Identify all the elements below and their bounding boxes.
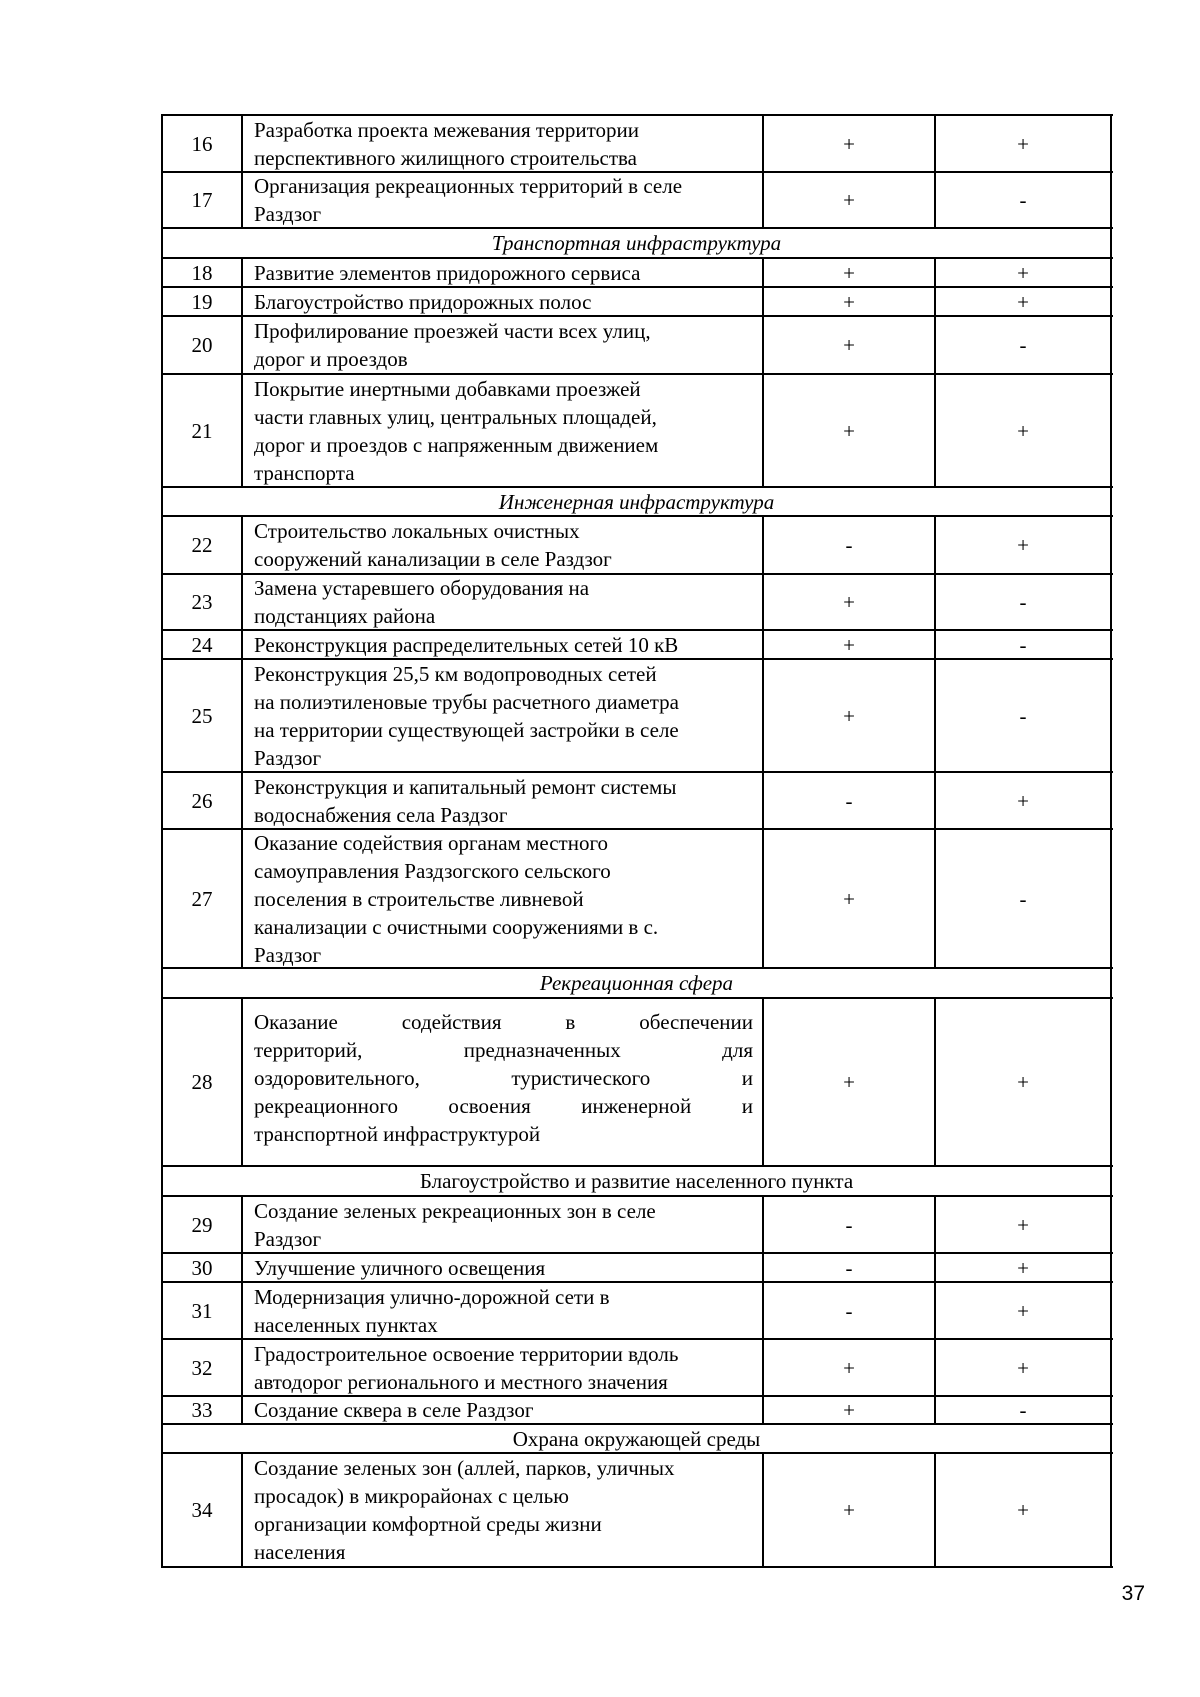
mark-column-1: + — [843, 419, 855, 443]
section-heading: Инженерная инфраструктура — [498, 490, 775, 514]
measure-description-line: Оказание содействия в обеспечении — [254, 1010, 753, 1034]
section-heading: Рекреационная сфера — [539, 971, 734, 995]
row-number: 25 — [191, 704, 213, 728]
row-number: 26 — [191, 789, 213, 813]
table-rule-vertical — [241, 1195, 243, 1254]
row-number: 28 — [191, 1070, 213, 1094]
mark-column-1: + — [843, 290, 855, 314]
section-heading: Охрана окружающей среды — [512, 1427, 761, 1451]
row-number: 32 — [191, 1356, 213, 1380]
row-number: 22 — [191, 533, 213, 557]
table-rule-vertical — [934, 658, 936, 773]
measure-description-line: сооружений канализации в селе Раздзог — [254, 547, 612, 571]
measure-description-line: Благоустройство придорожных полос — [254, 290, 592, 314]
measure-description-line: поселения в строительстве ливневой — [254, 887, 584, 911]
table-rule-vertical — [762, 373, 764, 488]
measure-description-line: перспективного жилищного строительства — [254, 146, 637, 170]
table-rule-vertical — [762, 1338, 764, 1397]
table-rule-vertical — [762, 1195, 764, 1254]
table-rule-vertical — [241, 315, 243, 375]
table-rule-vertical — [241, 257, 243, 288]
table-rule-vertical — [241, 114, 243, 173]
mark-column-2: + — [1017, 1356, 1029, 1380]
mark-column-2: + — [1017, 290, 1029, 314]
table-rule-vertical — [762, 1452, 764, 1568]
measure-description-line: Модернизация улично-дорожной сети в — [254, 1285, 610, 1309]
measure-description-line: Строительство локальных очистных — [254, 519, 580, 543]
measure-description-line: Реконструкция и капитальный ремонт системы — [254, 775, 677, 799]
measure-description-line: Замена устаревшего оборудования на — [254, 576, 590, 600]
mark-column-1: + — [843, 1070, 855, 1094]
row-number: 21 — [191, 419, 213, 443]
measure-description-line: подстанциях района — [254, 604, 436, 628]
measure-description-line: Раздзог — [254, 943, 322, 967]
table-rule-vertical — [762, 315, 764, 375]
row-number: 19 — [191, 290, 213, 314]
mark-column-1: + — [843, 333, 855, 357]
measure-description-line: Реконструкция 25,5 км водопроводных сетей — [254, 662, 657, 686]
row-number: 23 — [191, 590, 213, 614]
mark-column-2: + — [1017, 1299, 1029, 1323]
row-number: 20 — [191, 333, 213, 357]
row-number: 17 — [191, 188, 213, 212]
table-rule-vertical — [934, 286, 936, 317]
mark-column-1: - — [845, 533, 853, 557]
table-rule-vertical — [241, 1338, 243, 1397]
mark-column-2: - — [1019, 188, 1027, 212]
table-rule-vertical — [762, 114, 764, 173]
measure-description-line: Создание сквера в селе Раздзог — [254, 1398, 534, 1422]
table-rule-vertical — [934, 573, 936, 631]
table-rule-vertical — [241, 1452, 243, 1568]
mark-column-1: + — [843, 590, 855, 614]
table-rule-vertical — [241, 1252, 243, 1283]
measure-description-line: населенных пунктах — [254, 1313, 438, 1337]
mark-column-1: + — [843, 1498, 855, 1522]
mark-column-1: + — [843, 704, 855, 728]
table-rule-vertical — [934, 828, 936, 969]
mark-column-2: - — [1019, 590, 1027, 614]
table-rule-vertical — [934, 1452, 936, 1568]
measure-description-line: Раздзог — [254, 202, 322, 226]
mark-column-1: + — [843, 1356, 855, 1380]
measure-description-line: транспортной инфраструктурой — [254, 1122, 541, 1146]
measure-description-line: Организация рекреационных территорий в селе — [254, 174, 683, 198]
table-rule-vertical — [241, 171, 243, 229]
row-number: 27 — [191, 887, 213, 911]
mark-column-2: + — [1017, 419, 1029, 443]
row-number: 24 — [191, 633, 213, 657]
table-rule-vertical — [241, 997, 243, 1167]
table-rule-vertical — [241, 828, 243, 969]
measure-description-line: канализации с очистными сооружениями в с. — [254, 915, 659, 939]
measure-description-line: Улучшение уличного освещения — [254, 1256, 546, 1280]
mark-column-1: - — [845, 1213, 853, 1237]
mark-column-2: + — [1017, 132, 1029, 156]
table-rule-vertical — [161, 114, 163, 1568]
mark-column-2: + — [1017, 1070, 1029, 1094]
table-rule-vertical — [934, 1338, 936, 1397]
mark-column-2: - — [1019, 887, 1027, 911]
table-rule-horizontal — [162, 1566, 1113, 1568]
mark-column-1: - — [845, 789, 853, 813]
section-heading: Транспортная инфраструктура — [491, 231, 782, 255]
mark-column-2: - — [1019, 1398, 1027, 1422]
mark-column-1: + — [843, 887, 855, 911]
section-heading: Благоустройство и развитие населенного пункта — [419, 1169, 854, 1193]
mark-column-1: - — [845, 1256, 853, 1280]
table-rule-vertical — [241, 629, 243, 660]
measure-description-line: Профилирование проезжей части всех улиц, — [254, 319, 651, 343]
measure-description-line: дорог и проездов с напряженным движением — [254, 433, 659, 457]
mark-column-1: + — [843, 188, 855, 212]
measure-description-line: на территории существующей застройки в селе — [254, 718, 679, 742]
measure-description-line: Создание зеленых рекреационных зон в селе — [254, 1199, 656, 1223]
table-rule-vertical — [762, 286, 764, 317]
row-number: 31 — [191, 1299, 213, 1323]
table-rule-vertical — [934, 515, 936, 575]
measure-description-line: Оказание содействия органам местного — [254, 831, 609, 855]
table-rule-vertical — [762, 1252, 764, 1283]
measure-description-line: населения — [254, 1540, 346, 1564]
mark-column-1: + — [843, 1398, 855, 1422]
table-rule-vertical — [241, 515, 243, 575]
table-rule-vertical — [762, 257, 764, 288]
mark-column-1: + — [843, 633, 855, 657]
table-rule-vertical — [934, 257, 936, 288]
measure-description-line: водоснабжения села Раздзог — [254, 803, 508, 827]
measure-description-line: на полиэтиленовые трубы расчетного диаметра — [254, 690, 679, 714]
measure-description-line: Развитие элементов придорожного сервиса — [254, 261, 641, 285]
table-rule-horizontal — [162, 997, 1113, 999]
row-number: 33 — [191, 1398, 213, 1422]
table-rule-vertical — [934, 315, 936, 375]
page-number: 37 — [1121, 1582, 1145, 1605]
table-rule-vertical — [934, 1395, 936, 1425]
measure-description-line: организации комфортной среды жизни — [254, 1512, 602, 1536]
mark-column-1: - — [845, 1299, 853, 1323]
measure-description-line: Раздзог — [254, 1227, 322, 1251]
mark-column-2: + — [1017, 1498, 1029, 1522]
measure-description-line: рекреационного освоения инженерной и — [254, 1094, 753, 1118]
measure-description-line: Раздзог — [254, 746, 322, 770]
table-rule-vertical — [241, 771, 243, 830]
measure-description-line: Покрытие инертными добавками проезжей — [254, 377, 641, 401]
measure-description-line: части главных улиц, центральных площадей, — [254, 405, 657, 429]
measure-description-line: автодорог регионального и местного значения — [254, 1370, 668, 1394]
mark-column-2: - — [1019, 633, 1027, 657]
mark-column-2: + — [1017, 533, 1029, 557]
mark-column-2: - — [1019, 333, 1027, 357]
table-rule-vertical — [762, 828, 764, 969]
table-rule-vertical — [762, 997, 764, 1167]
table-rule-vertical — [241, 1281, 243, 1340]
mark-column-2: + — [1017, 1256, 1029, 1280]
table-rule-vertical — [934, 1195, 936, 1254]
table-rule-vertical — [241, 658, 243, 773]
table-rule-vertical — [762, 515, 764, 575]
table-rule-vertical — [762, 1395, 764, 1425]
table-rule-vertical — [934, 114, 936, 173]
measure-description-line: транспорта — [254, 461, 355, 485]
table-rule-vertical — [241, 286, 243, 317]
table-rule-vertical — [934, 171, 936, 229]
table-rule-vertical — [762, 629, 764, 660]
table-rule-vertical — [241, 573, 243, 631]
table-rule-vertical — [934, 771, 936, 830]
row-number: 34 — [191, 1498, 213, 1522]
measure-description-line: Реконструкция распределительных сетей 10 кВ — [254, 633, 679, 657]
mark-column-2: + — [1017, 789, 1029, 813]
mark-column-2: + — [1017, 1213, 1029, 1237]
row-number: 30 — [191, 1256, 213, 1280]
measure-description-line: Градостроительное освоение территории вдоль — [254, 1342, 679, 1366]
table-rule-vertical — [762, 1281, 764, 1340]
measure-description-line: Создание зеленых зон (аллей, парков, уличных — [254, 1456, 675, 1480]
table-rule-vertical — [934, 1252, 936, 1283]
mark-column-1: + — [843, 132, 855, 156]
mark-column-1: + — [843, 261, 855, 285]
table-rule-vertical — [241, 1395, 243, 1425]
table-rule-vertical — [934, 373, 936, 488]
table-rule-vertical — [241, 373, 243, 488]
measure-description-line: оздоровительного, туристического и — [254, 1066, 753, 1090]
table-rule-vertical — [934, 997, 936, 1167]
mark-column-2: + — [1017, 261, 1029, 285]
table-rule-vertical — [934, 629, 936, 660]
measure-description-line: самоуправления Раздзогского сельского — [254, 859, 611, 883]
measure-description-line: Разработка проекта межевания территории — [254, 118, 640, 142]
row-number: 18 — [191, 261, 213, 285]
measure-description-line: просадок) в микрорайонах с целью — [254, 1484, 569, 1508]
table-rule-vertical — [934, 1281, 936, 1340]
table-rule-vertical — [762, 771, 764, 830]
table-rule-vertical — [1110, 114, 1112, 1568]
table-rule-vertical — [762, 658, 764, 773]
row-number: 16 — [191, 132, 213, 156]
table-rule-vertical — [762, 573, 764, 631]
measure-description-line: дорог и проездов — [254, 347, 408, 371]
mark-column-2: - — [1019, 704, 1027, 728]
row-number: 29 — [191, 1213, 213, 1237]
table-rule-vertical — [762, 171, 764, 229]
measure-description-line: территорий, предназначенных для — [254, 1038, 753, 1062]
